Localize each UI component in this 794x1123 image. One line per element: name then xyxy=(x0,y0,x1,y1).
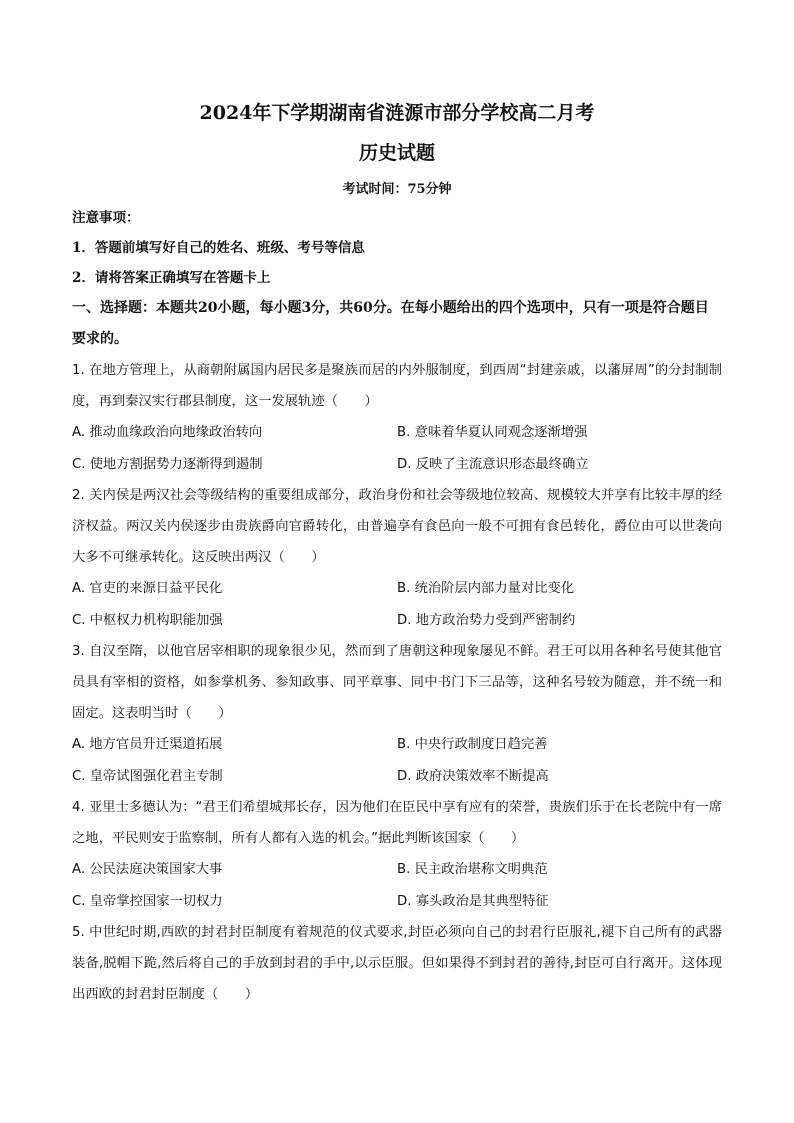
question-stem: 5. 中世纪时期,西欧的封君封臣制度有着规范的仪式要求,封臣必须向自己的封君行臣服礼,褪下自己所有的武器装备,脱帽下跪,然后将自己的手放到封君的手中,以示臣服。但如果得不到封君的善待,封臣可自行离开。这体现出西欧的封君封臣制度（ ） xyxy=(72,925,722,1002)
option-d: D. 寡头政治是其典型特征 xyxy=(397,893,549,909)
option-a: A. 地方官员升迁渠道拓展 xyxy=(72,737,223,752)
option-c: C. 中枢权力机构职能加强 xyxy=(72,612,223,628)
question-options xyxy=(72,729,722,792)
question-3 xyxy=(72,636,722,792)
option-c: C. 皇帝掌控国家一切权力 xyxy=(72,893,223,909)
exam-time: 考试时间：75分钟 xyxy=(342,182,452,197)
option-c: C. 皇帝试图强化君主专制 xyxy=(72,768,223,784)
exam-title: 2024年下学期湖南省涟源市部分学校高二月考 xyxy=(199,102,595,124)
option-d: D. 反映了主流意识形态最终确立 xyxy=(397,456,589,472)
option-d: D. 政府决策效率不断提高 xyxy=(397,768,549,784)
option-b: B. 意味着华夏认同观念逐渐增强 xyxy=(397,425,588,440)
question-stem: 3. 自汉至隋，以他官居宰相职的现象很少见，然而到了唐朝这种现象屡见不鲜。君王可以用各种名号使其他官员具有宰相的资格，如参掌机务、参知政事、同平章事、同中书门下三品等，这种名号较为随意，并不统一和固定。这表明当时（ ） xyxy=(72,644,722,721)
question-stem: 2. 关内侯是两汉社会等级结构的重要组成部分，政治身份和社会等级地位较高、规模较大并享有比较丰厚的经济权益。两汉关内侯逐步由贵族爵向官爵转化，由普遍享有食邑向一般不可拥有食邑转化，爵位由可以世袭向大多不可继承转化。这反映出两汉（ ） xyxy=(72,488,722,565)
question-1 xyxy=(72,355,722,480)
question-options xyxy=(72,417,722,480)
notes-heading: 注意事项： xyxy=(72,210,140,226)
question-2 xyxy=(72,480,722,636)
question-stem: 1. 在地方管理上，从商朝附属国内居民多是聚族而居的内外服制度，到西周“封建亲戚，以藩屏周”的分封制制度，再到秦汉实行郡县制度，这一发展轨迹（ ） xyxy=(72,363,722,409)
question-options xyxy=(72,573,722,636)
question-options xyxy=(72,854,722,917)
notes-block xyxy=(72,203,722,293)
option-b: B. 统治阶层内部力量对比变化 xyxy=(397,581,575,596)
option-a: A. 推动血缘政治向地缘政治转向 xyxy=(72,425,263,440)
question-stem: 4. 亚里士多德认为：“君王们希望城邦长存，因为他们在臣民中享有应有的荣誉，贵族们乐于在长老院中有一席之地，平民则安于监察制，所有人都有入选的机会。”据此判断该国家（ ） xyxy=(72,800,722,846)
question-5 xyxy=(72,917,722,1010)
section-heading: 一、选择题：本题共20小题，每小题3分，共60分。在每小题给出的四个选项中，只有一项是符合题目要求的。 xyxy=(72,300,709,347)
question-4 xyxy=(72,792,722,917)
option-b: B. 民主政治堪称文明典范 xyxy=(397,862,548,877)
notes-item: 2．请将答案正确填写在答题卡上 xyxy=(72,270,271,286)
option-b: B. 中央行政制度日趋完善 xyxy=(397,737,548,752)
exam-subtitle: 历史试题 xyxy=(358,142,435,164)
option-a: A. 官吏的来源日益平民化 xyxy=(72,581,223,596)
option-c: C. 使地方割据势力逐渐得到遏制 xyxy=(72,456,263,472)
option-a: A. 公民法庭决策国家大事 xyxy=(72,862,223,877)
option-d: D. 地方政治势力受到严密制约 xyxy=(397,612,576,628)
notes-item: 1．答题前填写好自己的姓名、班级、考号等信息 xyxy=(72,240,365,256)
